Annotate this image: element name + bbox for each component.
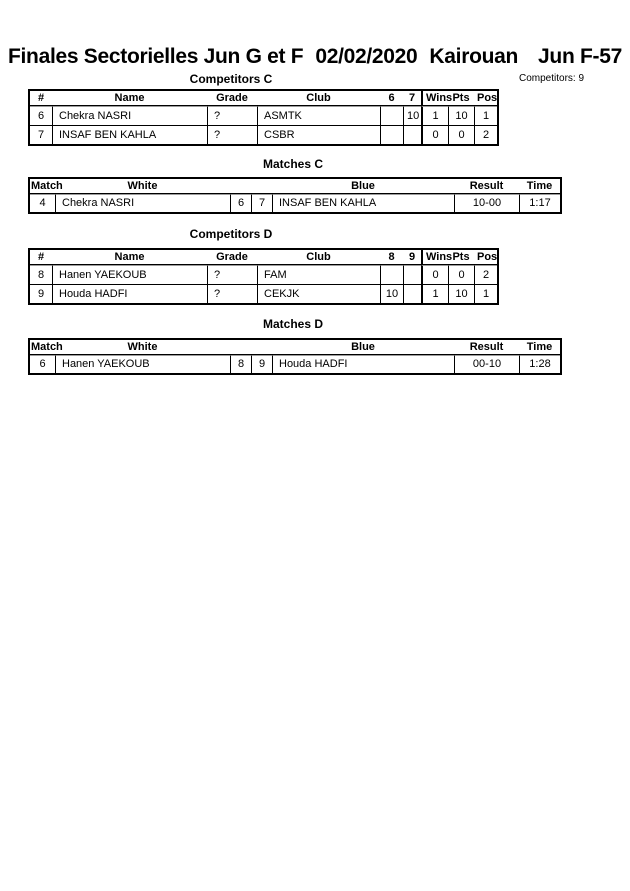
col-header-pool-7: 7 [403, 91, 421, 106]
title-date: 02/02/2020 [315, 45, 418, 68]
col-header-pts: Pts [448, 250, 474, 265]
col-header-pool-6: 6 [380, 91, 403, 106]
cell-competitor-club: CSBR [257, 125, 380, 144]
table-header-row [30, 340, 560, 355]
cell-match-number: 6 [30, 355, 55, 373]
col-header-pts: Pts [448, 91, 474, 106]
cell-competitor-number: 8 [30, 265, 52, 284]
col-header-pool-8: 8 [380, 250, 403, 265]
cell-pos: 2 [474, 265, 497, 284]
cell-pos: 2 [474, 125, 497, 144]
competitor-row [30, 106, 497, 125]
cell-score-9 [403, 284, 421, 303]
col-header-result: Result [454, 179, 519, 194]
competitor-row [30, 265, 497, 284]
col-header-grade: Grade [207, 250, 257, 265]
cell-score-6 [380, 106, 403, 125]
section-title-competitors-c: Competitors C [189, 72, 273, 86]
title-event: Finales Sectorielles Jun G et F [8, 45, 304, 68]
table-header-row [30, 179, 560, 194]
cell-blue-name: Houda HADFI [272, 355, 454, 373]
cell-score-9 [403, 265, 421, 284]
cell-wins: 1 [421, 284, 448, 303]
col-header-blue-num [251, 340, 272, 355]
col-header-match: Match [30, 179, 55, 194]
cell-score-8 [380, 265, 403, 284]
cell-score-7 [403, 125, 421, 144]
matches-c-table [28, 177, 562, 214]
col-header-blue-num [251, 179, 272, 194]
match-row [30, 355, 560, 373]
competitors-d-table [28, 248, 499, 305]
cell-time: 1:17 [519, 194, 560, 212]
col-header-time: Time [519, 179, 560, 194]
table-header-row [30, 250, 497, 265]
section-title-matches-d: Matches D [262, 317, 324, 331]
cell-wins: 0 [421, 265, 448, 284]
matches-d-table [28, 338, 562, 375]
cell-result: 00-10 [454, 355, 519, 373]
competitors-count-label: Competitors: 9 [519, 73, 585, 84]
cell-competitor-number: 6 [30, 106, 52, 125]
col-header-pos: Pos [474, 91, 497, 106]
match-row [30, 194, 560, 212]
cell-pts: 10 [448, 284, 474, 303]
col-header-blue: Blue [272, 179, 454, 194]
cell-score-6 [380, 125, 403, 144]
cell-competitor-number: 7 [30, 125, 52, 144]
section-title-competitors-d: Competitors D [189, 227, 273, 241]
cell-white-name: Chekra NASRI [55, 194, 230, 212]
cell-blue-number: 9 [251, 355, 272, 373]
cell-blue-number: 7 [251, 194, 272, 212]
col-header-white: White [55, 340, 230, 355]
cell-white-name: Hanen YAEKOUB [55, 355, 230, 373]
cell-competitor-name: Houda HADFI [52, 284, 207, 303]
col-header-result: Result [454, 340, 519, 355]
cell-competitor-grade: ? [207, 265, 257, 284]
cell-competitor-grade: ? [207, 106, 257, 125]
col-header-white-num [230, 340, 251, 355]
col-header-grade: Grade [207, 91, 257, 106]
col-header-white-num [230, 179, 251, 194]
col-header-white: White [55, 179, 230, 194]
cell-pos: 1 [474, 284, 497, 303]
col-header-match: Match [30, 340, 55, 355]
cell-pts: 10 [448, 106, 474, 125]
cell-competitor-name: Chekra NASRI [52, 106, 207, 125]
cell-competitor-name: INSAF BEN KAHLA [52, 125, 207, 144]
cell-competitor-club: CEKJK [257, 284, 380, 303]
cell-pos: 1 [474, 106, 497, 125]
competitors-c-table [28, 89, 499, 146]
col-header-name: Name [52, 91, 207, 106]
competitor-row [30, 284, 497, 303]
title-category: Jun F-57 [538, 45, 622, 68]
table-header-row [30, 91, 497, 106]
col-header-name: Name [52, 250, 207, 265]
cell-wins: 1 [421, 106, 448, 125]
title-city: Kairouan [429, 45, 519, 68]
cell-white-number: 8 [230, 355, 251, 373]
cell-competitor-grade: ? [207, 125, 257, 144]
cell-wins: 0 [421, 125, 448, 144]
cell-competitor-name: Hanen YAEKOUB [52, 265, 207, 284]
cell-competitor-club: ASMTK [257, 106, 380, 125]
cell-score-8: 10 [380, 284, 403, 303]
col-header-number: # [30, 250, 52, 265]
cell-pts: 0 [448, 265, 474, 284]
col-header-blue: Blue [272, 340, 454, 355]
col-header-wins: Wins [421, 91, 448, 106]
col-header-pool-9: 9 [403, 250, 421, 265]
cell-competitor-club: FAM [257, 265, 380, 284]
col-header-pos: Pos [474, 250, 497, 265]
competitor-row [30, 125, 497, 144]
col-header-number: # [30, 91, 52, 106]
page-title [0, 45, 630, 69]
cell-white-number: 6 [230, 194, 251, 212]
cell-match-number: 4 [30, 194, 55, 212]
col-header-wins: Wins [421, 250, 448, 265]
cell-competitor-grade: ? [207, 284, 257, 303]
col-header-club: Club [257, 250, 380, 265]
cell-pts: 0 [448, 125, 474, 144]
cell-time: 1:28 [519, 355, 560, 373]
section-title-matches-c: Matches C [262, 157, 324, 171]
col-header-time: Time [519, 340, 560, 355]
cell-blue-name: INSAF BEN KAHLA [272, 194, 454, 212]
cell-result: 10-00 [454, 194, 519, 212]
cell-score-7: 10 [403, 106, 421, 125]
cell-competitor-number: 9 [30, 284, 52, 303]
col-header-club: Club [257, 91, 380, 106]
